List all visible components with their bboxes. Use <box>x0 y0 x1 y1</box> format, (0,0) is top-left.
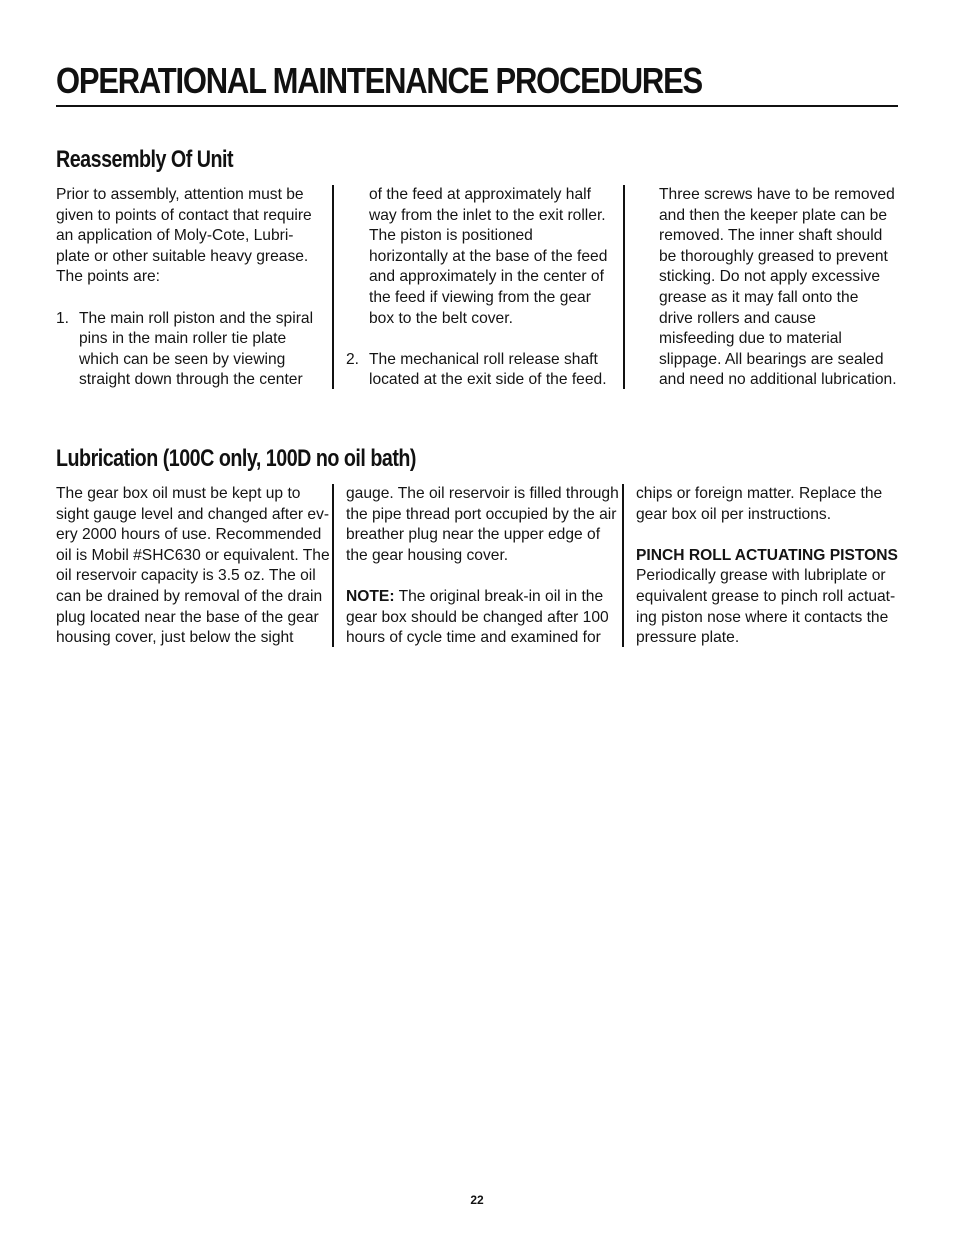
body-line: sticking. Do not apply excessive <box>659 268 881 286</box>
body-line: oil is Mobil #SHC630 or equivalent. The <box>56 546 330 564</box>
body-line: ery 2000 hours of use. Recommended <box>56 526 322 544</box>
body-line: misfeeding due to material <box>659 330 842 348</box>
list-item-1-continued <box>346 185 625 329</box>
intro-line: The points are: <box>56 268 161 286</box>
list-line: box to the belt cover. <box>369 309 513 327</box>
body-line: slippage. All bearings are sealed <box>659 350 884 368</box>
lubrication-column-3 <box>636 484 902 649</box>
body-line: and then the keeper plate can be <box>659 206 888 224</box>
body-line: housing cover, just below the sight <box>56 629 294 647</box>
page-title: OPERATIONAL MAINTENANCE PROCEDURES <box>56 60 702 101</box>
body-line: Periodically grease with lubriplate or <box>636 567 886 585</box>
reassembly-column-1 <box>56 185 334 389</box>
pinch-roll-subheading: PINCH ROLL ACTUATING PISTONS <box>636 546 898 564</box>
page-number: 22 <box>470 1193 484 1207</box>
body-line: ing piston nose where it contacts the <box>636 608 889 626</box>
lubrication-heading: Lubrication (100C only, 100D no oil bath) <box>56 445 416 472</box>
list-line: of the feed at approximately half <box>369 186 591 203</box>
body-line: chips or foreign matter. Replace the <box>636 485 883 502</box>
note-line <box>346 587 624 608</box>
body-line: plug located near the base of the gear <box>56 608 319 626</box>
list-number: 1. <box>56 309 70 327</box>
list-line: horizontally at the base of the feed <box>369 247 608 265</box>
list-line: The piston is positioned <box>369 227 533 245</box>
body-line: grease as it may fall onto the <box>659 288 859 306</box>
list-item-2 <box>346 350 625 391</box>
list-line: The main roll piston and the spiral <box>79 309 314 327</box>
list-line: which can be seen by viewing <box>79 350 286 368</box>
list-line: and approximately in the center of <box>369 268 604 286</box>
body-line: breather plug near the upper edge of <box>346 526 601 544</box>
intro-line: given to points of contact that require <box>56 206 312 224</box>
list-item-1 <box>56 309 334 391</box>
body-line: gear box oil per instructions. <box>636 505 832 523</box>
body-line: be thoroughly greased to prevent <box>659 247 888 265</box>
body-line: Three screws have to be removed <box>659 186 895 203</box>
note-line: gear box should be changed after 100 <box>346 608 609 626</box>
lubrication-column-2 <box>346 484 624 647</box>
list-line: The mechanical roll release shaft <box>369 350 598 368</box>
intro-line: Prior to assembly, attention must be <box>56 186 304 203</box>
body-line: gauge. The oil reservoir is filled through <box>346 485 619 502</box>
body-line: equivalent grease to pinch roll actuat- <box>636 587 896 605</box>
body-line: pressure plate. <box>636 629 740 647</box>
body-line: the gear housing cover. <box>346 546 509 564</box>
reassembly-heading: Reassembly Of Unit <box>56 146 234 173</box>
reassembly-column-2 <box>346 185 625 389</box>
body-line: and need no additional lubrication. <box>659 371 897 389</box>
note-label: NOTE: <box>346 587 395 605</box>
list-line: the feed if viewing from the gear <box>369 288 591 306</box>
list-line: located at the exit side of the feed. <box>369 371 607 389</box>
body-line: can be drained by removal of the drain <box>56 587 323 605</box>
body-line: drive rollers and cause <box>659 309 816 327</box>
list-line: way from the inlet to the exit roller. <box>369 206 606 224</box>
column-divider <box>622 484 624 647</box>
column-divider <box>623 185 625 389</box>
body-line: sight gauge level and changed after ev- <box>56 505 330 523</box>
intro-line: plate or other suitable heavy grease. <box>56 247 309 265</box>
note-text: The original break-in oil in the <box>394 587 604 605</box>
body-line: removed. The inner shaft should <box>659 227 883 245</box>
column-divider <box>332 484 334 647</box>
list-number: 2. <box>346 350 360 368</box>
intro-line: an application of Moly-Cote, Lubri- <box>56 227 294 245</box>
title-divider <box>56 105 898 107</box>
body-line: The gear box oil must be kept up to <box>56 485 301 502</box>
column-divider <box>332 185 334 389</box>
note-line: hours of cycle time and examined for <box>346 629 601 647</box>
lubrication-column-1 <box>56 484 334 647</box>
list-line: straight down through the center <box>79 371 303 389</box>
reassembly-column-3 <box>659 185 904 391</box>
body-line: the pipe thread port occupied by the air <box>346 505 617 523</box>
body-line: oil reservoir capacity is 3.5 oz. The oil <box>56 567 316 585</box>
list-line: pins in the main roller tie plate <box>79 330 287 348</box>
